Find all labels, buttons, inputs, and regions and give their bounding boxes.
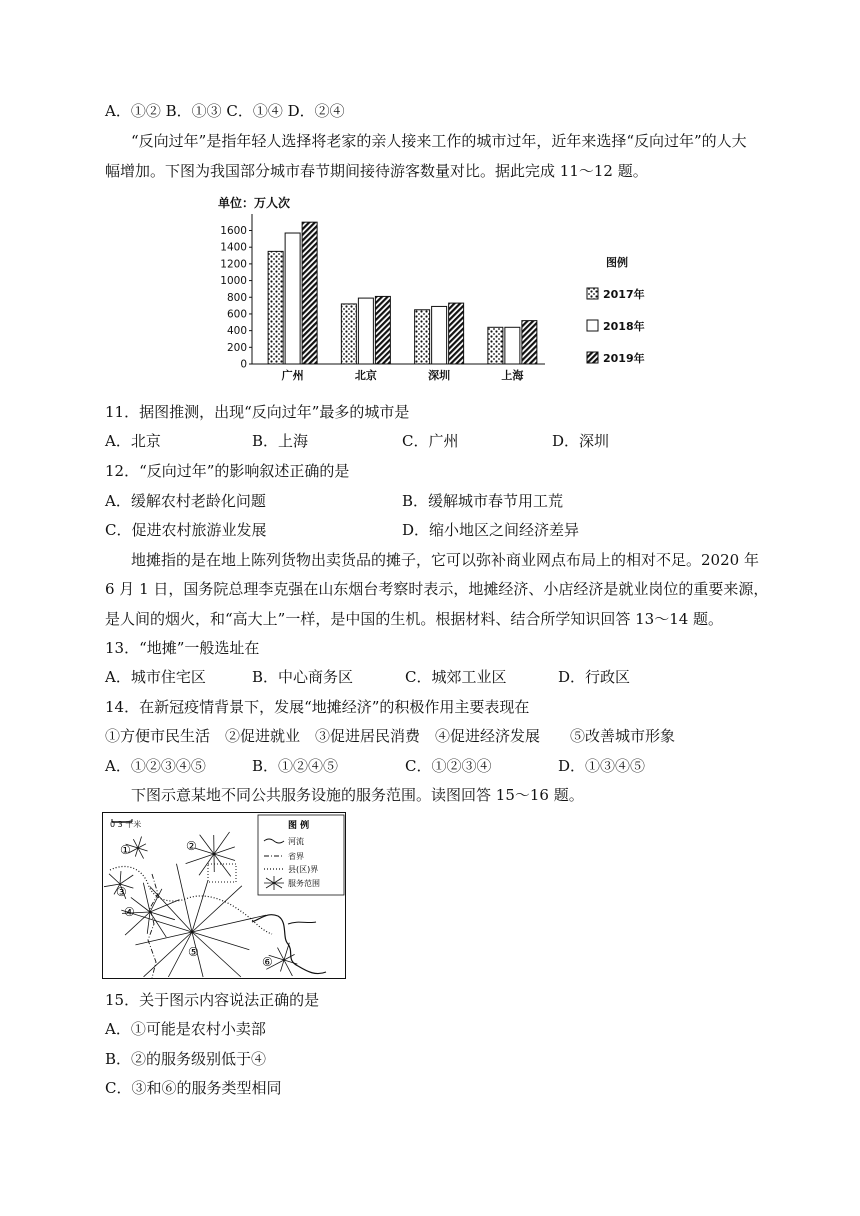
y-tick-label: 1600	[220, 225, 247, 238]
q12-option-c: C．促进农村旅游业发展	[105, 521, 267, 539]
y-tick-label: 1200	[220, 258, 247, 271]
q15-option-a: A．①可能是农村小卖部	[105, 1020, 266, 1038]
marker-3: ③	[116, 885, 127, 899]
bar-广州-2017年	[268, 251, 283, 364]
q11-option-b: B．上海	[252, 432, 309, 450]
q12-stem: 12．“反向过年”的影响叙述正确的是	[105, 462, 350, 480]
bar-深圳-2018年	[432, 306, 447, 364]
marker-1: ①	[120, 843, 131, 857]
marker-2: ②	[186, 839, 197, 853]
q10-options: A．①② B．①③ C．①④ D．②④	[105, 102, 345, 120]
passage2-line3: 是人间的烟火，和“高大上”一样，是中国的生机。根据材料、结合所学知识回答 13～14 题。	[105, 610, 724, 628]
q13-option-c: C．城郊工业区	[405, 668, 507, 686]
marker-4: ④	[124, 905, 135, 919]
legend-label: 2019年	[603, 352, 645, 365]
q15-option-c: C．③和⑥的服务类型相同	[105, 1079, 282, 1097]
bar-上海-2017年	[488, 327, 503, 364]
bar-北京-2019年	[375, 296, 390, 364]
q13-stem: 13．“地摊”一般选址在	[105, 639, 260, 657]
y-tick-label: 600	[226, 308, 247, 321]
q14-option-d: D．①③④⑤	[558, 757, 646, 775]
chart-unit-label: 单位：万人次	[218, 196, 291, 210]
q12-option-b: B．缓解城市春节用工荒	[402, 492, 564, 510]
service-range-map	[102, 812, 346, 980]
q14-option-c: C．①②③④	[405, 757, 492, 775]
q15-stem: 15．关于图示内容说法正确的是	[105, 991, 320, 1009]
legend-service-label: 服务范围	[288, 879, 320, 888]
q11-stem: 11．据图推测，出现“反向过年”最多的城市是	[105, 403, 410, 421]
marker-5: ⑤	[188, 945, 199, 959]
bar-深圳-2017年	[415, 310, 430, 364]
q12-option-d: D．缩小地区之间经济差异	[402, 521, 580, 539]
y-tick-label: 1000	[220, 275, 247, 288]
passage3-text: 下图示意某地不同公共服务设施的服务范围。读图回答 15～16 题。	[131, 786, 584, 804]
bar-广州-2018年	[285, 233, 300, 364]
legend-label: 2018年	[603, 320, 645, 333]
passage1-line1: “反向过年”是指年轻人选择将老家的亲人接来工作的城市过年，近年来选择“反向过年”的人大	[131, 132, 747, 150]
q13-option-a: A．城市住宅区	[105, 668, 206, 686]
y-tick-label: 400	[226, 325, 247, 338]
q11-option-d: D．深圳	[552, 432, 610, 450]
x-category-label: 广州	[281, 369, 304, 382]
legend-swatch-2019年	[587, 352, 598, 363]
bar-北京-2018年	[358, 298, 373, 364]
bar-北京-2017年	[341, 304, 356, 364]
bar-上海-2018年	[505, 327, 520, 364]
y-tick-label: 0	[240, 358, 247, 371]
tourist-bar-chart	[210, 190, 660, 390]
legend-swatch-2017年	[587, 288, 598, 299]
marker-6: ⑥	[262, 955, 273, 969]
y-tick-label: 1400	[220, 241, 247, 254]
q11-option-a: A．北京	[105, 432, 161, 450]
passage2-line1: 地摊指的是在地上陈列货物出卖货品的摊子，它可以弥补商业网点布局上的相对不足。2020 年	[131, 551, 759, 569]
x-category-label: 上海	[501, 369, 524, 382]
q13-option-d: D．行政区	[558, 668, 631, 686]
y-tick-label: 200	[226, 341, 247, 354]
map-legend-title: 图 例	[288, 821, 310, 831]
q13-option-b: B．中心商务区	[252, 668, 354, 686]
legend-county-label: 县(区)界	[288, 865, 319, 874]
passage1-line2: 幅增加。下图为我国部分城市春节期间接待游客数量对比。据此完成 11～12 题。	[105, 162, 648, 180]
map-scale	[110, 819, 141, 829]
bar-广州-2019年	[302, 222, 317, 364]
q14-stem: 14．在新冠疫情背景下，发展“地摊经济”的积极作用主要表现在	[105, 698, 530, 716]
q15-option-b: B．②的服务级别低于④	[105, 1050, 267, 1068]
bar-上海-2019年	[522, 321, 537, 364]
legend-label: 2017年	[603, 288, 645, 301]
q14-items: ①方便市民生活 ②促进就业 ③促进居民消费 ④促进经济发展 ⑤改善城市形象	[105, 727, 676, 745]
q11-option-c: C．广州	[402, 432, 459, 450]
q14-option-b: B．①②④⑤	[252, 757, 339, 775]
x-category-label: 北京	[354, 369, 377, 382]
x-category-label: 深圳	[428, 369, 451, 382]
q12-option-a: A．缓解农村老龄化问题	[105, 492, 266, 510]
passage2-line2: 6 月 1 日，国务院总理李克强在山东烟台考察时表示，地摊经济、小店经济是就业岗位的重要来源，	[105, 580, 769, 598]
y-tick-label: 800	[226, 291, 247, 304]
legend-river-label: 河流	[288, 837, 304, 846]
map-scale-label: 0 3 千米	[110, 820, 142, 829]
legend-swatch-2018年	[587, 320, 598, 331]
q14-option-a: A．①②③④⑤	[105, 757, 206, 775]
legend-province-label: 省界	[288, 852, 304, 861]
bar-深圳-2019年	[449, 303, 464, 364]
legend-title: 图例	[606, 256, 628, 269]
